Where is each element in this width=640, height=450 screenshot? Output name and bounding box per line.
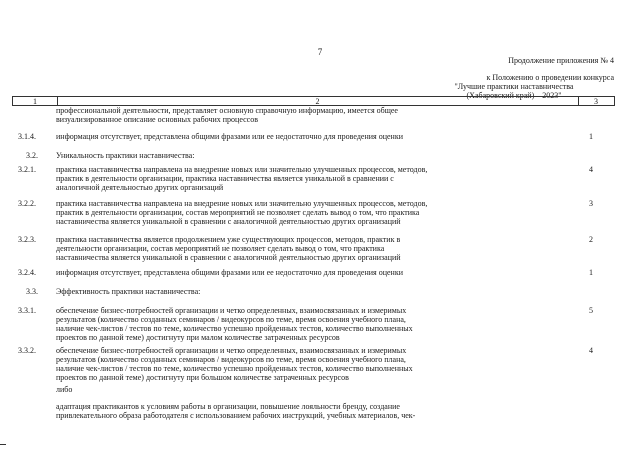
appendix-title: Продолжение приложения № 4 — [508, 56, 614, 65]
row-text-line: обеспечение бизнес-потребностей организации и четко определенных, взаимосвязанных и измеримых — [56, 306, 407, 315]
row-number: 3.2.3. — [18, 235, 36, 244]
row-score: 3 — [589, 199, 593, 208]
row-number: 3.2. — [26, 151, 38, 160]
margin-mark — [0, 444, 6, 445]
row-text-line: практика наставничества является продолжением уже существующих процессов, методов, практик в — [56, 235, 401, 244]
row-number: 3.3. — [26, 287, 38, 296]
row-description — [56, 385, 556, 394]
row-text-line: наличие чек-листов / тестов по теме, количество успешно пройденных тестов, количество выполненных — [56, 324, 413, 333]
row-text-line: либо — [56, 385, 73, 394]
row-description — [56, 132, 556, 141]
row-text-line: информация отсутствует, представлена общими фразами или ее недостаточно для проведения оценки — [56, 132, 403, 141]
row-description — [56, 287, 556, 296]
table-header-col-1: 1 — [13, 97, 58, 105]
row-text-line: проектов по данной теме) достигнуту при малом количестве затраченных ресурсов — [56, 333, 340, 342]
row-score: 5 — [589, 306, 593, 315]
row-score: 4 — [589, 165, 593, 174]
row-description — [56, 199, 556, 226]
row-text-line: наличие чек-листов / тестов по теме, количество успешно пройденных тестов, количество выполненных — [56, 364, 413, 373]
row-description — [56, 165, 556, 192]
row-number: 3.2.4. — [18, 268, 36, 277]
row-text-line: практика наставничества направлена на внедрение новых или значительно улучшенных процессов, методов, — [56, 199, 428, 208]
row-text-line: Уникальность практики наставничества: — [56, 151, 195, 160]
row-number: 3.3.1. — [18, 306, 36, 315]
appendix-line-3: (Хабаровский край) – 2023" — [466, 91, 562, 100]
row-number: 3.2.2. — [18, 199, 36, 208]
row-description — [56, 235, 556, 262]
row-text-line: практик в деятельности организации, практика наставничества является уникальной в сравнении с — [56, 174, 394, 183]
row-text-line: информация отсутствует, представлена общими фразами или ее недостаточно для проведения оценки — [56, 268, 403, 277]
row-score: 1 — [589, 268, 593, 277]
row-text-line: проектов по данной теме) достигнуту при большом количестве затраченных ресурсов — [56, 373, 349, 382]
row-text-line: визуализированное описание основных рабочих процессов — [56, 115, 258, 124]
row-score: 1 — [589, 132, 593, 141]
row-score: 2 — [589, 235, 593, 244]
page-number: 7 — [317, 47, 323, 57]
row-description — [56, 306, 556, 342]
row-text-line: аналогичной деятельностью других организаций — [56, 183, 224, 192]
row-description — [56, 151, 556, 160]
appendix-header — [414, 56, 614, 100]
row-text-line: деятельности организации, состав мероприятий не позволяет сделать вывод о том, что практика — [56, 244, 385, 253]
row-text-line: адаптация практикантов к условиям работы в организации, повышение лояльности бренду, создание — [56, 402, 400, 411]
row-description — [56, 106, 556, 124]
row-description — [56, 402, 556, 420]
row-text-line: обеспечение бизнес-потребностей организации и четко определенных, взаимосвязанных и измеримых — [56, 346, 407, 355]
appendix-line-1: к Положению о проведении конкурса — [486, 73, 614, 82]
row-number: 3.1.4. — [18, 132, 36, 141]
row-number: 3.2.1. — [18, 165, 36, 174]
row-number: 3.3.2. — [18, 346, 36, 355]
row-text-line: практика наставничества направлена на внедрение новых или значительно улучшенных процессов, методов, — [56, 165, 428, 174]
row-description — [56, 346, 556, 382]
row-text-line: Эффективность практики наставничества: — [56, 287, 201, 296]
appendix-line-2: "Лучшие практики наставничества — [454, 82, 574, 91]
row-text-line: результатов (количество созданных семинаров / видеокурсов по теме, время освоения учебного плана, — [56, 355, 406, 364]
row-text-line: практик в деятельности организации, состав мероприятий не позволяет сделать вывод о том, что практика — [56, 208, 420, 217]
row-text-line: результатов (количество созданных семинаров / видеокурсов по теме, время освоения учебного плана, — [56, 315, 406, 324]
row-text-line: наставничества является уникальной в сравнении с аналогичной деятельностью других организаций — [56, 253, 401, 262]
table-header-col-2: 2 — [57, 97, 579, 105]
row-description — [56, 268, 556, 277]
row-text-line: привлекательного образа работодателя с использованием рабочих инструкций, учебных материалов, чек- — [56, 411, 416, 420]
table-header-row — [12, 96, 615, 106]
row-text-line: профессиональной деятельности, представляет основную справочную информацию, имеется общее — [56, 106, 398, 115]
row-text-line: наставничества является уникальной в сравнении с аналогичной деятельностью других организаций — [56, 217, 401, 226]
table-header-col-3: 3 — [594, 97, 598, 106]
row-score: 4 — [589, 346, 593, 355]
